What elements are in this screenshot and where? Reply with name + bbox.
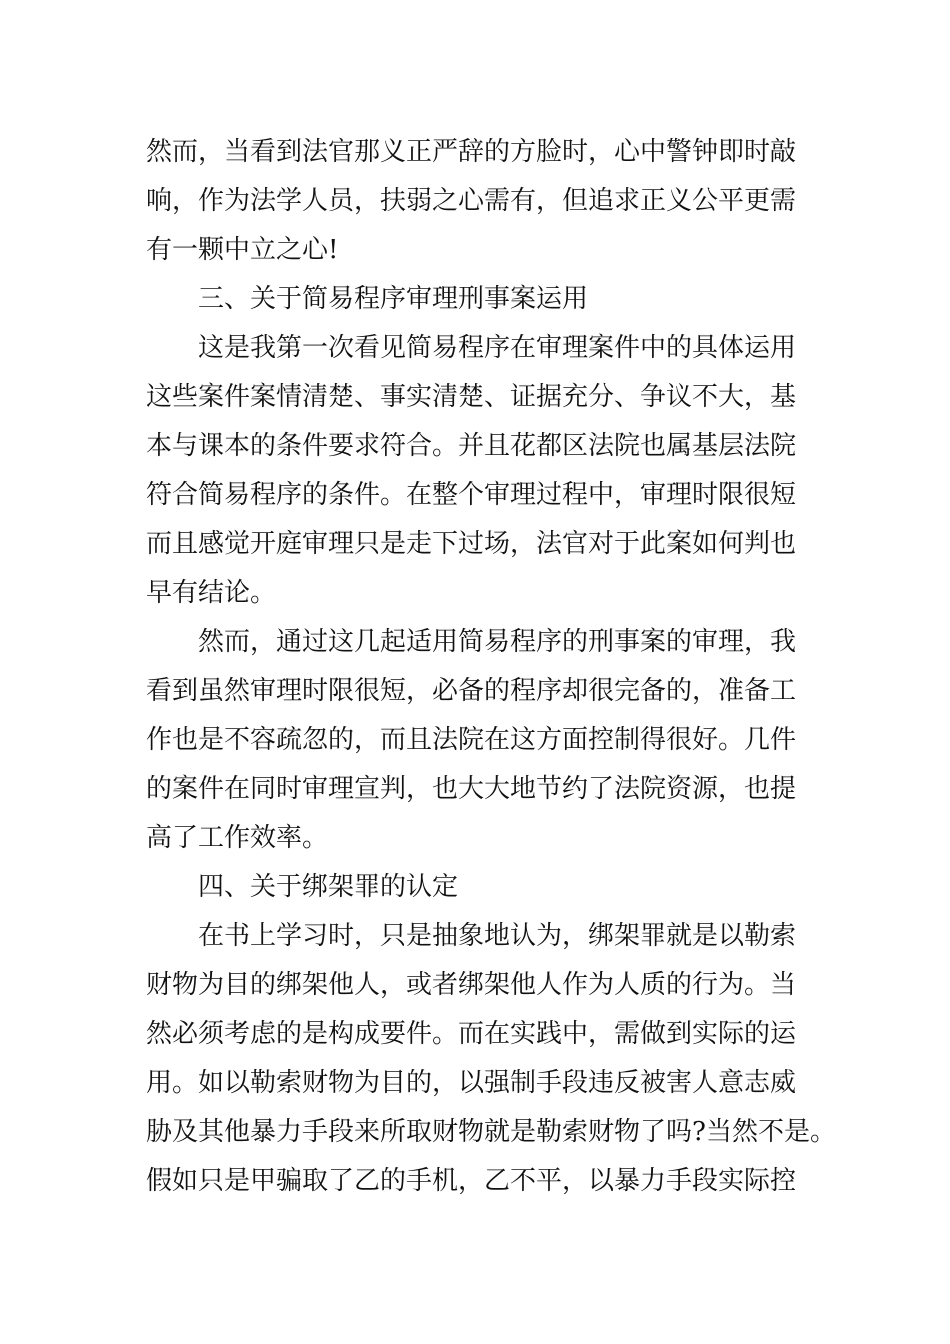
text-line: 早有结论。 xyxy=(146,578,277,608)
text-line: 而且感觉开庭审理只是走下过场，法官对于此案如何判也 xyxy=(146,529,797,559)
text-line: 有一颗中立之心! xyxy=(146,235,339,265)
text-line: 然必须考虑的是构成要件。而在实践中，需做到实际的运 xyxy=(146,1019,797,1049)
text-line: 作也是不容疏忽的，而且法院在这方面控制得很好。几件 xyxy=(146,725,797,755)
text-line: 假如只是甲骗取了乙的手机，乙不平，以暴力手段实际控 xyxy=(146,1166,797,1196)
text-line: 胁及其他暴力手段来所取财物就是勒索财物了吗?当然不是。 xyxy=(146,1117,836,1147)
text-line: 这些案件案情清楚、事实清楚、证据充分、争议不大，基 xyxy=(146,382,797,412)
text-line: 本与课本的条件要求符合。并且花都区法院也属基层法院 xyxy=(146,431,797,461)
text-line: 这是我第一次看见简易程序在审理案件中的具体运用 xyxy=(198,333,797,363)
text-line: 响，作为法学人员，扶弱之心需有，但追求正义公平更需 xyxy=(146,186,797,216)
text-line: 四、关于绑架罪的认定 xyxy=(198,872,459,902)
text-line: 看到虽然审理时限很短，必备的程序却很完备的，准备工 xyxy=(146,676,797,706)
text-line: 用。如以勒索财物为目的，以强制手段违反被害人意志威 xyxy=(146,1068,797,1098)
text-line: 然而，当看到法官那义正严辞的方脸时，心中警钟即时敲 xyxy=(146,137,797,167)
text-line: 然而，通过这几起适用简易程序的刑事案的审理，我 xyxy=(198,627,797,657)
document-body xyxy=(146,128,836,1206)
text-line: 高了工作效率。 xyxy=(146,823,329,853)
text-line: 的案件在同时审理宣判，也大大地节约了法院资源，也提 xyxy=(146,774,797,804)
text-line: 在书上学习时，只是抽象地认为，绑架罪就是以勒索 xyxy=(198,921,797,951)
text-line: 三、关于简易程序审理刑事案运用 xyxy=(198,284,589,314)
text-line: 财物为目的绑架他人，或者绑架他人作为人质的行为。当 xyxy=(146,970,797,1000)
text-line: 符合简易程序的条件。在整个审理过程中，审理时限很短 xyxy=(146,480,797,510)
